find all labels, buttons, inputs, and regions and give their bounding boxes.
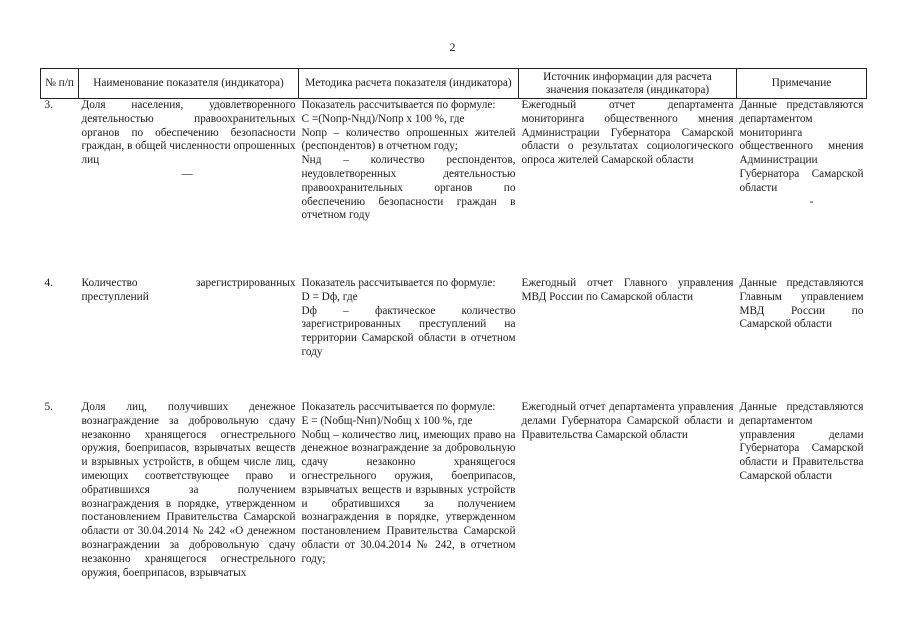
row-num: 4. [44, 277, 53, 289]
method-definition: Nобщ – количество лиц, имеющих право на денежное вознаграждение за добровольную сдачу незаконно хранящегося огнестрельного оружия, боеприпасов, взрывчатых веществ и взрывных устройств и обратившихся за получением вознаграждения в порядке, утвержденном постановлением Правительства Самарской области от 30.04.2014 № 242, в отчетном году; [301, 428, 516, 565]
row-note: Данные представляются Главным управлением МВД России по Самарской области [739, 277, 864, 331]
row-note-dash: - [809, 195, 814, 208]
header-num: № п/п [41, 69, 79, 99]
row-num: 3. [44, 99, 53, 111]
method-intro: Показатель рассчитывается по формуле: [301, 277, 496, 289]
row-name [79, 99, 299, 271]
row-source: Ежегодный отчет департамента мониторинга общественного мнения Администрации Губернатора Самарской области о результатах социологического опроса жителей Самарской области [521, 99, 734, 167]
row-name: Доля лиц, получивших денежное вознаграждение за добровольную сдачу незаконно хранящегося огнестрельного оружия, боеприпасов, взрывчатых веществ и взрывных устройств, в общем числе лиц, имеющих соответствующее право и обратившихся за получением вознаграждения в порядке, утвержденном постановлением Правительства Самарской области от 30.04.2014 № 242 «О денежном вознаграждении за добровольную сдачу незаконно хранящегося огнестрельного оружия, боеприпасов, взрывчатых [81, 401, 296, 579]
method-intro: Показатель рассчитывается по формуле: [301, 99, 496, 111]
table-row [41, 395, 867, 580]
row-name: Количество зарегистрированных преступлений [81, 277, 296, 303]
row-note: Данные представляются департаментом управления делами Губернатора Самарской области и Правительства Самарской области [739, 401, 864, 482]
method-definition: Nнд – количество респондентов, неудовлетворенных деятельностью правоохранительных органов по обеспечению безопасности граждан в отчетном году [301, 154, 516, 222]
row-method [299, 99, 519, 271]
method-definition: Dф – фактическое количество зарегистрированных преступлений на территории Самарской области в отчетном году [301, 304, 516, 358]
header-source: Источник информации для расчета значения показателя (индикатора) [519, 69, 737, 99]
row-source: Ежегодный отчет Главного управления МВД России по Самарской области [521, 277, 734, 303]
row-note-text: Данные представляются департаментом мониторинга общественного мнения Администрации Губернатора Самарской области [739, 99, 864, 194]
header-method: Методика расчета показателя (индикатора) [299, 69, 519, 99]
method-formula: E = (Nобщ-Nнп)/Nобщ x 100 %, где [301, 414, 473, 427]
row-name-dash: — [181, 167, 193, 180]
table-row [41, 270, 867, 395]
row-name-text: Доля населения, удовлетворенного деятельностью правоохранительных органов по обеспечению безопасности граждан, в общей численности опрошенных лиц [81, 99, 296, 167]
table-row [41, 99, 867, 271]
row-note [737, 99, 867, 271]
method-formula: D = Dф, где [301, 290, 358, 303]
row-source: Ежегодный отчет департамента управления делами Губернатора Самарской области и Правительства Самарской области [521, 401, 734, 441]
page-number: 2 [449, 40, 456, 54]
row-num: 5. [44, 401, 53, 413]
row-method [299, 395, 519, 580]
method-definition: Nопр – количество опрошенных жителей (респондентов) в отчетном году; [301, 126, 516, 153]
header-name: Наименование показателя (индикатора) [79, 69, 299, 99]
table-header-row [41, 69, 867, 99]
row-method [299, 270, 519, 395]
indicator-table [40, 68, 867, 580]
method-intro: Показатель рассчитывается по формуле: [301, 401, 496, 413]
header-note: Примечание [737, 69, 867, 99]
method-formula: C =(Nопр-Nнд)/Nопр x 100 %, где [301, 112, 465, 125]
